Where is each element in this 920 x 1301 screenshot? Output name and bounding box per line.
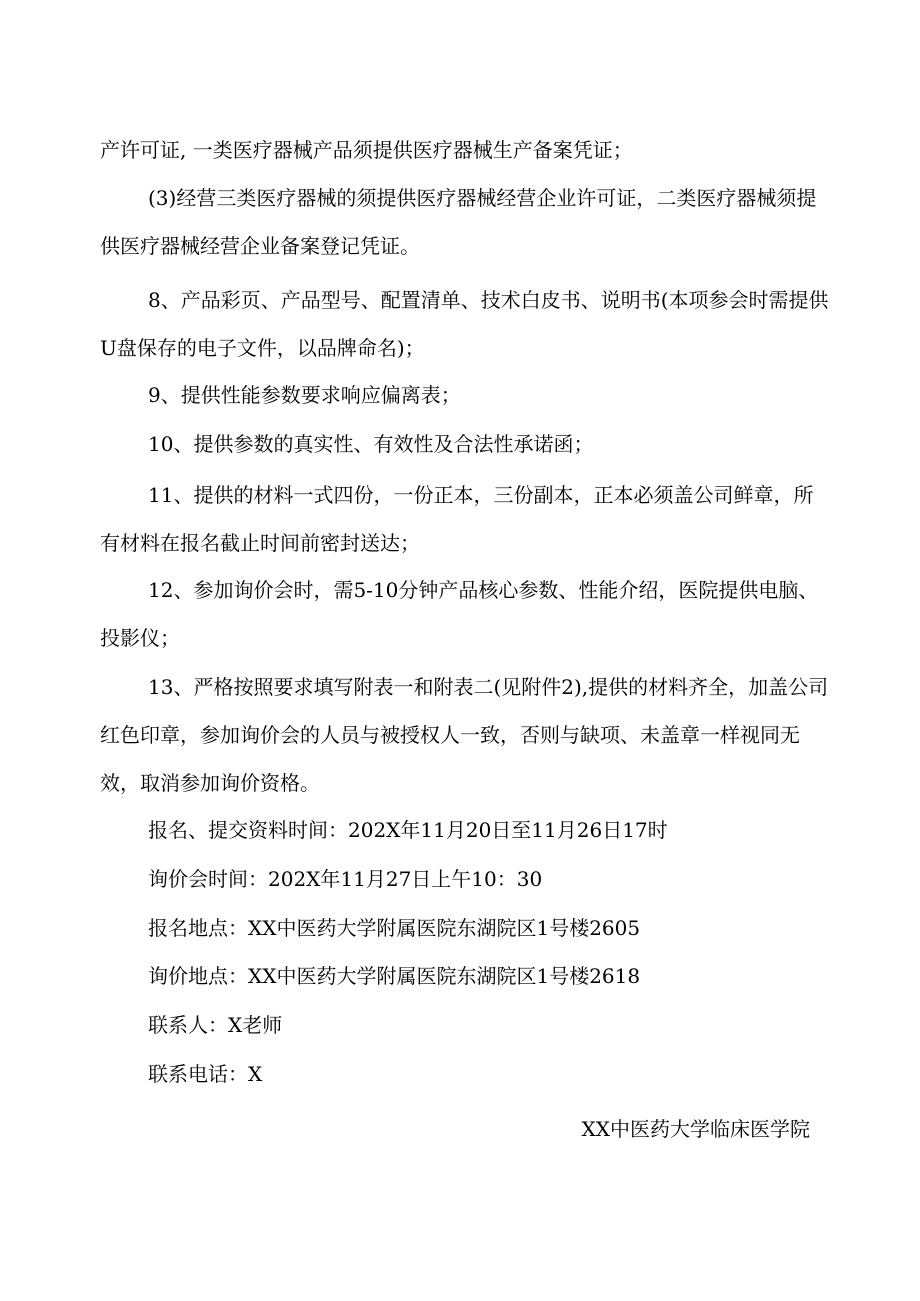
paragraph-item-9-deviation-table: 9、提供性能参数要求响应偏离表； — [148, 383, 461, 407]
info-contact-phone: 联系电话：X — [148, 1062, 263, 1086]
paragraph-item-12-presentation: 12、参加询价会时，需5-10分钟产品核心参数、性能介绍，医院提供电脑、投影仪； — [100, 578, 819, 650]
info-inquiry-location: 询价地点：XX中医药大学附属医院东湖院区1号楼2618 — [148, 964, 641, 988]
paragraph-item-10-commitment-letter: 10、提供参数的真实性、有效性及合法性承诺函； — [148, 432, 594, 456]
info-contact-person: 联系人：X老师 — [148, 1013, 283, 1037]
paragraph-license-continuation: 产许可证, 一类医疗器械产品须提供医疗器械生产备案凭证； — [100, 138, 633, 162]
paragraph-item-13-forms: 13、严格按照要求填写附表一和附表二(见附件2),提供的材料齐全，加盖公司红色印章，参加询价会的人员与被授权人一致，否则与缺项、未盖章一样视同无效，取消参加询价资格。 — [100, 675, 829, 795]
paragraph-item-3-business-license: (3)经营三类医疗器械的须提供医疗器械经营企业许可证，二类医疗器械须提供医疗器械经营企业备案登记凭证。 — [100, 186, 817, 258]
info-registration-time: 报名、提交资料时间：202X年11月20日至11月26日17时 — [148, 818, 668, 842]
info-registration-location: 报名地点：XX中医药大学附属医院东湖院区1号楼2605 — [148, 916, 641, 940]
info-inquiry-time: 询价会时间：202X年11月27日上午10：30 — [148, 867, 543, 891]
paragraph-item-8-product-materials: 8、产品彩页、产品型号、配置清单、技术白皮书、说明书(本项参会时需提供U盘保存的电子文件，以品牌命名)； — [100, 288, 829, 360]
signature-organization: XX中医药大学临床医学院 — [581, 1117, 810, 1141]
paragraph-item-11-copies: 11、提供的材料一式四份，一份正本，三份副本，正本必须盖公司鲜章，所有材料在报名截止时间前密封送达； — [100, 483, 814, 555]
